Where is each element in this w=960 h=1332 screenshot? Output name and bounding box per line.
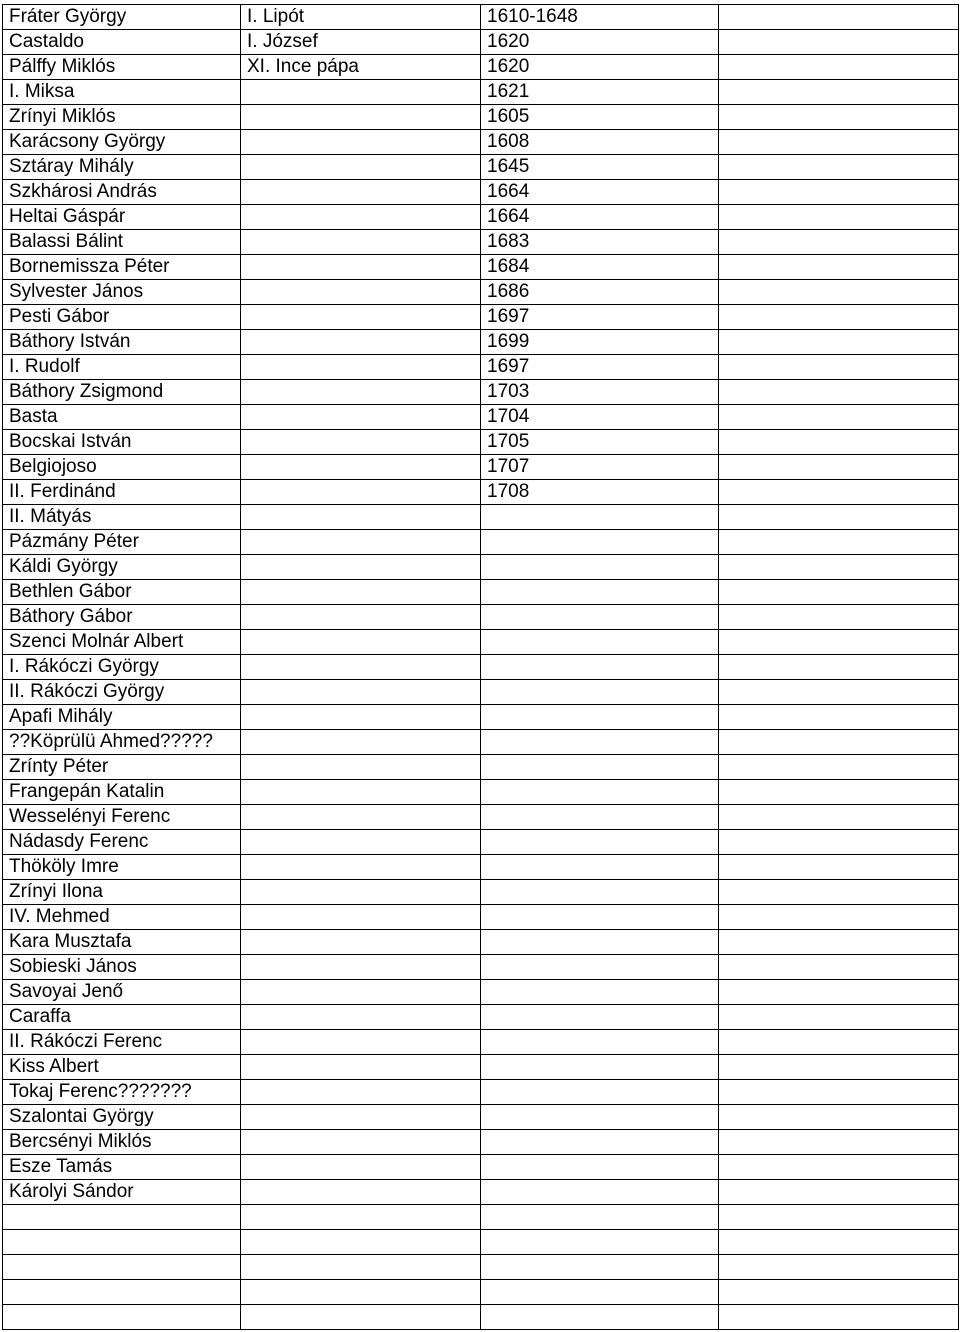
year-cell (481, 1130, 719, 1155)
name-cell: Bocskai István (3, 430, 241, 455)
table-row (3, 505, 959, 530)
year-cell: 1664 (481, 205, 719, 230)
extra-cell (719, 1230, 959, 1255)
ruler-cell (241, 930, 481, 955)
ruler-cell (241, 405, 481, 430)
ruler-cell (241, 205, 481, 230)
name-cell: Sylvester János (3, 280, 241, 305)
table-row (3, 1005, 959, 1030)
name-cell: ??Köprülü Ahmed????? (3, 730, 241, 755)
year-cell: 1697 (481, 355, 719, 380)
extra-cell (719, 305, 959, 330)
extra-cell (719, 855, 959, 880)
name-cell: Heltai Gáspár (3, 205, 241, 230)
ruler-cell: I. Lipót (241, 5, 481, 30)
table-row (3, 1205, 959, 1230)
table-row (3, 1055, 959, 1080)
extra-cell (719, 880, 959, 905)
name-cell: Káldi György (3, 555, 241, 580)
ruler-cell (241, 280, 481, 305)
table-row (3, 830, 959, 855)
name-cell: Sobieski János (3, 955, 241, 980)
table-row (3, 380, 959, 405)
extra-cell (719, 255, 959, 280)
year-cell: 1707 (481, 455, 719, 480)
extra-cell (719, 755, 959, 780)
extra-cell (719, 30, 959, 55)
name-cell: Szenci Molnár Albert (3, 630, 241, 655)
year-cell (481, 1080, 719, 1105)
name-cell: II. Rákóczi Ferenc (3, 1030, 241, 1055)
extra-cell (719, 555, 959, 580)
extra-cell (719, 155, 959, 180)
table-row (3, 480, 959, 505)
name-cell: Sztáray Mihály (3, 155, 241, 180)
table-row (3, 180, 959, 205)
table-row (3, 230, 959, 255)
extra-cell (719, 230, 959, 255)
name-cell (3, 1280, 241, 1305)
year-cell (481, 580, 719, 605)
extra-cell (719, 530, 959, 555)
extra-cell (719, 380, 959, 405)
year-cell: 1703 (481, 380, 719, 405)
extra-cell (719, 205, 959, 230)
extra-cell (719, 1205, 959, 1230)
extra-cell (719, 630, 959, 655)
name-cell: II. Rákóczi György (3, 680, 241, 705)
ruler-cell (241, 255, 481, 280)
table-row (3, 455, 959, 480)
ruler-cell (241, 355, 481, 380)
name-cell: Pesti Gábor (3, 305, 241, 330)
extra-cell (719, 330, 959, 355)
ruler-cell (241, 380, 481, 405)
name-cell: Tokaj Ferenc??????? (3, 1080, 241, 1105)
year-cell (481, 1255, 719, 1280)
name-cell: Báthory Gábor (3, 605, 241, 630)
ruler-cell (241, 1180, 481, 1205)
extra-cell (719, 655, 959, 680)
year-cell: 1620 (481, 30, 719, 55)
table-row (3, 280, 959, 305)
year-cell (481, 505, 719, 530)
extra-cell (719, 1030, 959, 1055)
extra-cell (719, 1180, 959, 1205)
table-row (3, 855, 959, 880)
ruler-cell (241, 180, 481, 205)
extra-cell (719, 280, 959, 305)
table-row (3, 1180, 959, 1205)
table-row (3, 955, 959, 980)
year-cell (481, 880, 719, 905)
table-row (3, 105, 959, 130)
ruler-cell (241, 605, 481, 630)
table-row (3, 1155, 959, 1180)
year-cell: 1684 (481, 255, 719, 280)
extra-cell (719, 1080, 959, 1105)
extra-cell (719, 930, 959, 955)
table-row (3, 930, 959, 955)
extra-cell (719, 1055, 959, 1080)
year-cell: 1605 (481, 105, 719, 130)
extra-cell (719, 805, 959, 830)
ruler-cell (241, 955, 481, 980)
year-cell (481, 730, 719, 755)
year-cell: 1610-1648 (481, 5, 719, 30)
year-cell: 1699 (481, 330, 719, 355)
table-row (3, 755, 959, 780)
extra-cell (719, 905, 959, 930)
name-cell: Karácsony György (3, 130, 241, 155)
extra-cell (719, 105, 959, 130)
extra-cell (719, 455, 959, 480)
ruler-cell (241, 430, 481, 455)
ruler-cell (241, 1230, 481, 1255)
year-cell (481, 630, 719, 655)
table-row (3, 130, 959, 155)
ruler-cell (241, 705, 481, 730)
ruler-cell (241, 105, 481, 130)
year-cell (481, 655, 719, 680)
year-cell (481, 1005, 719, 1030)
name-cell: Thököly Imre (3, 855, 241, 880)
year-cell (481, 1205, 719, 1230)
table-row (3, 1230, 959, 1255)
name-cell: Balassi Bálint (3, 230, 241, 255)
ruler-cell (241, 780, 481, 805)
extra-cell (719, 830, 959, 855)
extra-cell (719, 980, 959, 1005)
ruler-cell (241, 530, 481, 555)
table-row (3, 780, 959, 805)
name-cell: Castaldo (3, 30, 241, 55)
table-row (3, 430, 959, 455)
ruler-cell (241, 130, 481, 155)
year-cell (481, 1105, 719, 1130)
table-row (3, 705, 959, 730)
table-row (3, 80, 959, 105)
extra-cell (719, 1280, 959, 1305)
ruler-cell (241, 1130, 481, 1155)
table-row (3, 1030, 959, 1055)
name-cell: I. Rákóczi György (3, 655, 241, 680)
name-cell: Kiss Albert (3, 1055, 241, 1080)
name-cell: I. Miksa (3, 80, 241, 105)
extra-cell (719, 780, 959, 805)
name-cell: Savoyai Jenő (3, 980, 241, 1005)
year-cell: 1608 (481, 130, 719, 155)
name-cell: Apafi Mihály (3, 705, 241, 730)
year-cell: 1645 (481, 155, 719, 180)
ruler-cell (241, 755, 481, 780)
ruler-cell (241, 1055, 481, 1080)
extra-cell (719, 730, 959, 755)
name-cell: Báthory István (3, 330, 241, 355)
year-cell (481, 1155, 719, 1180)
name-cell (3, 1305, 241, 1330)
extra-cell (719, 55, 959, 80)
name-cell: Károlyi Sándor (3, 1180, 241, 1205)
name-cell: Frangepán Katalin (3, 780, 241, 805)
extra-cell (719, 180, 959, 205)
ruler-cell: I. József (241, 30, 481, 55)
table-row (3, 155, 959, 180)
name-cell: Fráter György (3, 5, 241, 30)
table-row (3, 255, 959, 280)
year-cell (481, 830, 719, 855)
ruler-cell (241, 855, 481, 880)
table-row (3, 1280, 959, 1305)
ruler-cell (241, 305, 481, 330)
table-row (3, 630, 959, 655)
ruler-cell (241, 455, 481, 480)
year-cell: 1704 (481, 405, 719, 430)
year-cell: 1697 (481, 305, 719, 330)
ruler-cell (241, 680, 481, 705)
year-cell (481, 1055, 719, 1080)
year-cell (481, 755, 719, 780)
name-cell: Zrínyi Ilona (3, 880, 241, 905)
table-body (3, 5, 959, 1330)
extra-cell (719, 405, 959, 430)
ruler-cell (241, 505, 481, 530)
extra-cell (719, 130, 959, 155)
extra-cell (719, 1305, 959, 1330)
name-cell (3, 1205, 241, 1230)
name-cell (3, 1255, 241, 1280)
year-cell: 1686 (481, 280, 719, 305)
ruler-cell (241, 1255, 481, 1280)
table-row (3, 1255, 959, 1280)
ruler-cell (241, 1280, 481, 1305)
extra-cell (719, 5, 959, 30)
name-cell: Báthory Zsigmond (3, 380, 241, 405)
year-cell: 1664 (481, 180, 719, 205)
ruler-cell (241, 905, 481, 930)
table-row (3, 305, 959, 330)
extra-cell (719, 1005, 959, 1030)
year-cell (481, 805, 719, 830)
name-cell: Kara Musztafa (3, 930, 241, 955)
name-cell: Bercsényi Miklós (3, 1130, 241, 1155)
name-cell: Pázmány Péter (3, 530, 241, 555)
ruler-cell (241, 555, 481, 580)
name-cell: Nádasdy Ferenc (3, 830, 241, 855)
table-row (3, 980, 959, 1005)
ruler-cell (241, 655, 481, 680)
year-cell (481, 1180, 719, 1205)
ruler-cell (241, 1305, 481, 1330)
table-row (3, 555, 959, 580)
ruler-cell (241, 1205, 481, 1230)
table-row (3, 655, 959, 680)
name-cell: Belgiojoso (3, 455, 241, 480)
year-cell: 1683 (481, 230, 719, 255)
name-cell: Zrínty Péter (3, 755, 241, 780)
name-cell: I. Rudolf (3, 355, 241, 380)
name-cell (3, 1230, 241, 1255)
name-cell: Caraffa (3, 1005, 241, 1030)
year-cell: 1621 (481, 80, 719, 105)
year-cell: 1620 (481, 55, 719, 80)
extra-cell (719, 1105, 959, 1130)
name-cell: II. Mátyás (3, 505, 241, 530)
ruler-cell (241, 230, 481, 255)
year-cell (481, 680, 719, 705)
ruler-cell (241, 1080, 481, 1105)
year-cell (481, 1030, 719, 1055)
year-cell (481, 705, 719, 730)
ruler-cell (241, 1105, 481, 1130)
year-cell (481, 1230, 719, 1255)
table-row (3, 5, 959, 30)
name-cell: Esze Tamás (3, 1155, 241, 1180)
extra-cell (719, 1155, 959, 1180)
ruler-cell (241, 330, 481, 355)
table-row (3, 405, 959, 430)
extra-cell (719, 705, 959, 730)
extra-cell (719, 955, 959, 980)
ruler-cell (241, 1155, 481, 1180)
table-row (3, 1305, 959, 1330)
extra-cell (719, 605, 959, 630)
name-cell: Bethlen Gábor (3, 580, 241, 605)
table-row (3, 605, 959, 630)
extra-cell (719, 480, 959, 505)
extra-cell (719, 1130, 959, 1155)
table-row (3, 1105, 959, 1130)
table-row (3, 905, 959, 930)
year-cell (481, 530, 719, 555)
table-row (3, 1130, 959, 1155)
year-cell (481, 955, 719, 980)
name-cell: Bornemissza Péter (3, 255, 241, 280)
ruler-cell (241, 580, 481, 605)
table-row (3, 30, 959, 55)
table-row (3, 880, 959, 905)
extra-cell (719, 355, 959, 380)
extra-cell (719, 505, 959, 530)
table-row (3, 55, 959, 80)
extra-cell (719, 80, 959, 105)
ruler-cell (241, 880, 481, 905)
year-cell (481, 1280, 719, 1305)
table-row (3, 730, 959, 755)
name-cell: Basta (3, 405, 241, 430)
year-cell (481, 980, 719, 1005)
extra-cell (719, 580, 959, 605)
ruler-cell (241, 80, 481, 105)
extra-cell (719, 430, 959, 455)
ruler-cell (241, 830, 481, 855)
name-cell: Wesselényi Ferenc (3, 805, 241, 830)
ruler-cell (241, 805, 481, 830)
year-cell: 1708 (481, 480, 719, 505)
ruler-cell (241, 1030, 481, 1055)
name-cell: II. Ferdinánd (3, 480, 241, 505)
year-cell (481, 905, 719, 930)
year-cell (481, 1305, 719, 1330)
year-cell (481, 780, 719, 805)
table-row (3, 805, 959, 830)
ruler-cell (241, 155, 481, 180)
names-table (2, 4, 959, 1330)
name-cell: IV. Mehmed (3, 905, 241, 930)
name-cell: Zrínyi Miklós (3, 105, 241, 130)
name-cell: Szkhárosi András (3, 180, 241, 205)
table-row (3, 355, 959, 380)
year-cell (481, 855, 719, 880)
year-cell (481, 605, 719, 630)
extra-cell (719, 1255, 959, 1280)
table-row (3, 330, 959, 355)
table-row (3, 580, 959, 605)
table-row (3, 680, 959, 705)
extra-cell (719, 680, 959, 705)
year-cell (481, 555, 719, 580)
table-row (3, 1080, 959, 1105)
table-row (3, 530, 959, 555)
ruler-cell (241, 480, 481, 505)
table-row (3, 205, 959, 230)
ruler-cell: XI. Ince pápa (241, 55, 481, 80)
year-cell: 1705 (481, 430, 719, 455)
name-cell: Pálffy Miklós (3, 55, 241, 80)
ruler-cell (241, 730, 481, 755)
ruler-cell (241, 1005, 481, 1030)
ruler-cell (241, 630, 481, 655)
year-cell (481, 930, 719, 955)
ruler-cell (241, 980, 481, 1005)
name-cell: Szalontai György (3, 1105, 241, 1130)
